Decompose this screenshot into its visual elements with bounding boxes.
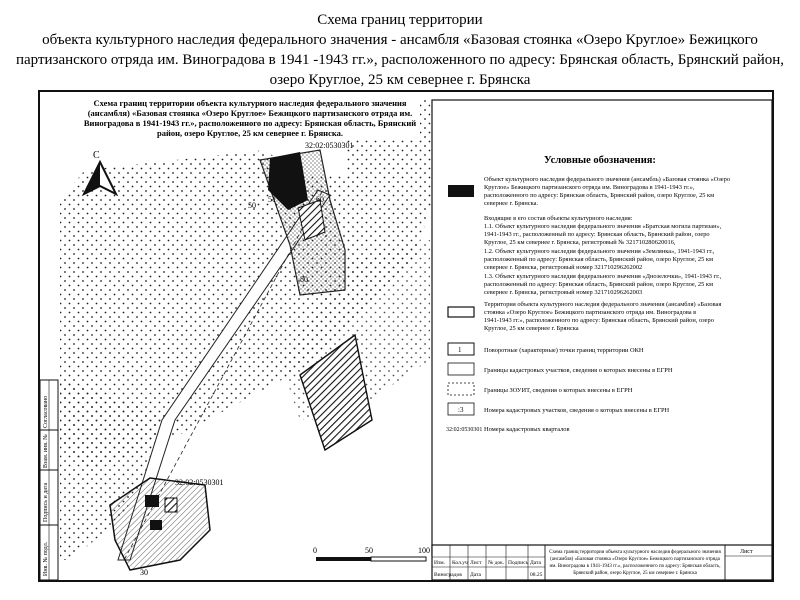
svg-text:севернее г. Брянска, регистров: севернее г. Брянска, регистровый номер 321710296262002 <box>484 264 643 271</box>
legend-frame <box>432 100 772 555</box>
svg-text:1.1. Объект культурного наслед: 1.1. Объект культурного наследия федерального значения «Братская могила партизан», <box>484 223 722 230</box>
inner-title-line-2: (ансамбля) «Базовая стоянка «Озеро Круглое» Бежицкого партизанского отряда им. <box>87 108 413 118</box>
scale-end: 100 <box>418 546 430 555</box>
svg-text:расположенный по адресу: Брянс: расположенный по адресу: Брянская область, Брянский район, озеро Круглое, 25 км <box>484 281 714 288</box>
scale-mid: 50 <box>365 546 373 555</box>
svg-text:им. Виноградова в 1941-1943 гг: им. Виноградова в 1941-1943 гг.», расположенного по адресу: Брянская область, <box>549 564 721 569</box>
parcel-label-top: 32:02:0530301 <box>305 141 354 150</box>
stamp-sign: Подпись и дата <box>43 482 49 522</box>
legend-item1-line-1: Объект культурного наследия федерального значения (ансамбль) «Базовая стоянка «Озеро <box>484 176 731 183</box>
stamp-inv-orig: Инв. № подл. <box>43 541 49 576</box>
legend-point-sample: 1 <box>458 346 462 354</box>
svg-text:(ансамбля) «Базовая стоянка «О: (ансамбля) «Базовая стоянка «Озеро Круглое» Бежицкого партизанского отряда <box>550 557 720 562</box>
page-title-line-1: Схема границ территории <box>317 12 483 28</box>
svg-text:стоянка «Озеро Круглое» Бежицк: стоянка «Озеро Круглое» Бежицкого партизанского отряда им. Виноградова в <box>484 309 697 316</box>
north-arrow-label: С <box>93 150 100 161</box>
scale-bar <box>316 557 426 561</box>
parcel-label-bottom: 32:02:0530301 <box>175 478 224 487</box>
legend-zouit-text: Границы ЗОУИТ, сведения о которых внесены в ЕГРН <box>484 387 633 394</box>
svg-text:Брянский район, озеро Круглое,: Брянский район, озеро Круглое, 25 км севернее г. Брянска <box>573 571 697 576</box>
south-object-1 <box>145 495 159 507</box>
legend-swatch-territory <box>448 307 474 317</box>
point-label-51: 51 <box>268 195 276 204</box>
svg-text:Территория объекта культурного: Территория объекта культурного наследия федерального значения (ансамбля) «Базовая <box>484 301 722 308</box>
scale-start: 0 <box>313 546 317 555</box>
svg-text:расположенный по адресу: Брянс: расположенный по адресу: Брянская область, Брянский район, озеро Круглое, 25 км <box>484 256 714 263</box>
legend-quarter-numbers-text: Номера кадастровых кварталов <box>484 426 570 433</box>
legend-quarter-sample: 32:02:0530301 <box>446 427 483 433</box>
south-object-3 <box>150 520 162 530</box>
svg-text:1941-1943 гг., расположенный п: 1941-1943 гг., расположенный по адресу: Брянская область, Брянский район, озеро <box>484 231 710 238</box>
legend-swatch-cadastral <box>448 363 474 375</box>
point-label-50: 50 <box>248 201 256 210</box>
svg-text:севернее г. Брянска, регистров: севернее г. Брянска, регистровый номер 321710296262003 <box>484 289 643 296</box>
legend-parcel-sample: :3 <box>458 406 464 414</box>
legend-item1-line-2: Круглое» Бежицкого партизанского отряда им. Виноградова в 1941-1943 гг.», <box>484 184 695 191</box>
svg-text:Входящие в его состав объекты: Входящие в его состав объекты культурного наследия: <box>484 215 633 222</box>
svg-text:Изм.: Изм. <box>434 560 445 566</box>
inner-title-line-4: район, озеро Круглое, 25 км севернее г. Брянска. <box>157 128 343 138</box>
legend-swatch-zouit <box>448 383 474 395</box>
svg-text:Круглое, 25 км севернее г. Бря: Круглое, 25 км севернее г. Брянска, регистровый № 321710280620016, <box>484 239 676 246</box>
svg-text:№ док.: № док. <box>488 560 505 566</box>
legend-swatch-object <box>448 185 474 197</box>
svg-text:1.2. Объект культурного наслед: 1.2. Объект культурного наследия федерального значения «Землянка», 1941-1943 гг., <box>484 248 715 255</box>
legend-composition <box>484 215 722 296</box>
title-block-sheet-label: Лист <box>740 549 753 555</box>
svg-text:Подпись: Подпись <box>508 560 529 566</box>
stamp-inv: Взам. инв. № <box>43 434 49 468</box>
svg-text:1941-1943 гг.», расположенного: 1941-1943 гг.», расположенного по адресу: Брянская область, Брянский район, озеро <box>484 317 714 324</box>
svg-text:Схема границ территории объект: Схема границ территории объекта культурного наследия федерального значения <box>549 550 721 555</box>
svg-text:08.25: 08.25 <box>530 572 543 578</box>
point-label-60: 60 <box>316 195 324 204</box>
inner-title-line-3: Виноградова в 1941-1943 гг.», расположенного по адресу: Брянская область, Брянский <box>83 118 417 128</box>
legend-cadastral-text: Границы кадастровых участков, сведения о которых внесены в ЕГРН <box>484 367 673 374</box>
inner-title-line-1: Схема границ территории объекта культурного наследия федерального значения <box>93 98 407 108</box>
svg-text:Дата: Дата <box>530 560 541 566</box>
page-title-line-3: партизанского отряда им. Виноградова в 1941 -1943 гг.», расположенного по адресу: Брянская область, Брянский район, <box>15 52 785 68</box>
page-title-line-2: объекта культурного наследия федерального значения - ансамбля «Базовая стоянка «Озеро Круглое» Бежицкого <box>42 32 758 48</box>
svg-text:Лист: Лист <box>470 560 482 566</box>
svg-text:1.3. Объект культурного наслед: 1.3. Объект культурного наследия федерального значения «Днозелочки», 1941-1943 гг., <box>484 273 722 280</box>
svg-text:Дата: Дата <box>470 572 481 578</box>
svg-text:Круглое, 25 км севернее г. Бря: Круглое, 25 км севернее г. Брянска <box>484 325 579 332</box>
legend-item1-line-4: севернее г. Брянска. <box>484 200 539 207</box>
legend-parcel-numbers-text: Номера кадастровых участков, сведения о которых внесены в ЕГРН <box>484 407 670 414</box>
page-title-line-4: озеро Круглое, 25 км севернее г. Брянска <box>269 72 531 88</box>
point-label-80: 80 <box>300 275 308 284</box>
legend-title: Условные обозначения: <box>544 155 656 166</box>
svg-text:Кол.уч: Кол.уч <box>452 560 468 566</box>
stamp-agreed: Согласовано <box>43 395 49 428</box>
point-label-30: 30 <box>140 568 148 577</box>
legend-points-text: Поворотные (характерные) точки границ территории ОКН <box>484 347 644 354</box>
south-object-2 <box>165 498 177 512</box>
legend-item1-line-3: расположенного по адресу: Брянская область, Брянский район, озеро Круглое, 25 км <box>484 192 715 199</box>
svg-text:Виноградов: Виноградов <box>434 572 462 578</box>
